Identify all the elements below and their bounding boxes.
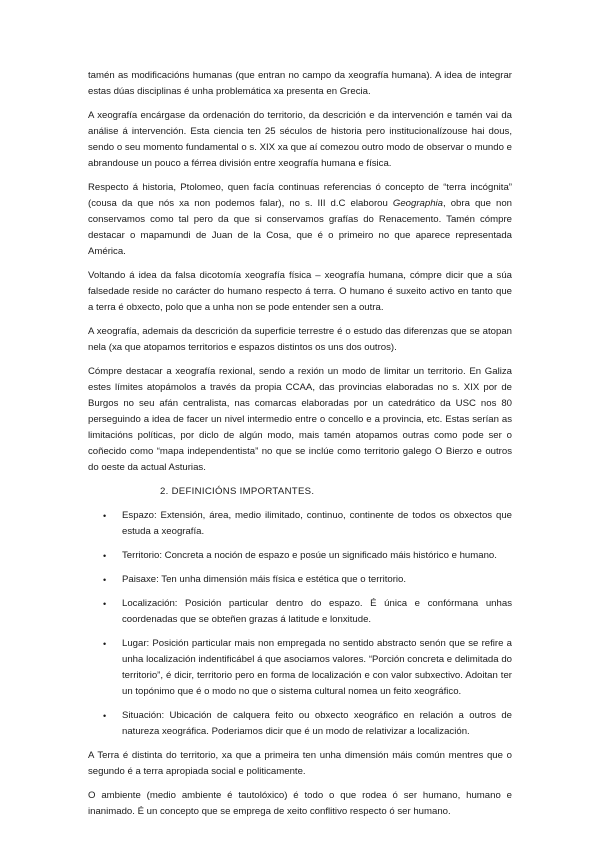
- paragraph-history: [88, 180, 512, 260]
- definition-text: Paisaxe: Ten unha dimensión máis física e estética que o territorio.: [122, 574, 407, 585]
- paragraph-history-part-b: , obra que non conservamos como tal pero da que si conservamos grafías do Renacemento. Tamén cómpre destacar o mapamundi de Juan de la Cosa, que é o primeiro no que aparece representada América.: [88, 198, 512, 257]
- paragraph-intro-continuation: tamén as modificacións humanas (que entran no campo da xeografía humana). A idea de integrar estas dúas disciplinas é unha problemática xa presenta en Grecia.: [88, 70, 512, 97]
- definition-text: Situación: Ubicación de calquera feito ou obxecto xeográfico en relación a outros de natureza xeográfica. Poderiamos dicir que é un modo de relativizar a localización.: [122, 710, 512, 737]
- paragraph-dichotomy: Voltando á idea da falsa dicotomía xeografía física – xeografía humana, cómpre dicir que a súa falsedade reside no carácter do humano respecto á terra. O humano é suxeito activo en tanto que a terra é obxecto, polo que a unha non se pode entender sen a outra.: [88, 270, 512, 313]
- bullet-icon: •: [103, 511, 107, 521]
- paragraph-differences: A xeografía, ademais da descrición da superficie terrestre é o estudo das diferenzas que se atopan nela (xa que atopamos territorios e espazos distintos os uns dos outros).: [88, 326, 512, 353]
- bullet-icon: •: [103, 639, 107, 649]
- bullet-icon: •: [103, 551, 107, 561]
- paragraph-history-part-a: Respecto á historia, Ptolomeo, quen facía continuas referencias ó concepto de “terra incógnita” (cousa da que nós xa non podemos falar), no s. III d.C elaborou: [88, 182, 512, 209]
- paragraph-regional: Cómpre destacar a xeografía rexional, sendo a rexión un modo de limitar un territorio. En Galiza estes límites atopámolos a través da propia CCAA, das provincias elaboradas no s. XIX por de Burgos no seu afán centralista, nas comarcas elaboradas por un catedrático da USC nos 80 perseguindo a idea de facer un nivel intermedio entre o concello e a provincia, etc. Estas serían as limitacións políticas, por diclo de algún modo, mais tamén atopamos outras como pode ser o coñecido como “mapa independentista” no que se inclúe como territorio galego O Bierzo e outros do oeste da actual Asturias.: [88, 366, 512, 473]
- definitions-list: [88, 508, 512, 740]
- definition-item-paisaxe: [88, 572, 512, 588]
- definition-item-espazo: [88, 508, 512, 540]
- definition-item-territorio: [88, 548, 512, 564]
- paragraph-terra: A Terra é distinta do territorio, xa que a primeira ten unha dimensión máis común mentres que o segundo é a terra apropiada social e politicamente.: [88, 750, 512, 777]
- definition-text: Espazo: Extensión, área, medio ilimitado, continuo, continente de todos os obxectos que estuda a xeografía.: [122, 510, 512, 537]
- definition-text: Territorio: Concreta a noción de espazo e posúe un significado máis histórico e humano.: [122, 550, 497, 561]
- bullet-icon: •: [103, 575, 107, 585]
- paragraph-ambiente: O ambiente (medio ambiente é tautolóxico) é todo o que rodea ó ser humano, humano e inanimado. É un concepto que se emprega de xeito conflitivo respecto ó ser humano.: [88, 790, 512, 817]
- bullet-icon: •: [103, 599, 107, 609]
- bullet-icon: •: [103, 711, 107, 721]
- definition-text: Lugar: Posición particular mais non empregada no sentido abstracto senón que se refire a unha localización indentificábel á que asociamos valores. “Porción concreta e delimitada do territorio”, é dicir, territorio pero en forma de localización e con valor subxectivo. Adoitan ter un topónimo que é o modo no que o sistema cultural nomea un feito xeográfico.: [122, 638, 512, 697]
- definition-text: Localización: Posición particular dentro do espazo. É única e confórmana unhas coordenadas que se obteñen grazas á latitude e lonxitude.: [122, 598, 512, 625]
- section-heading: 2. DEFINICIÓNS IMPORTANTES.: [160, 486, 315, 497]
- definition-item-localizacion: [88, 596, 512, 628]
- paragraph-geography-definition: A xeografía encárgase da ordenación do territorio, da descrición e da intervención e tamén vai da análise á intervención. Esta ciencia ten 25 séculos de historia pero institucionalízouse hai dous, sendo o seu momento fundamental o s. XIX xa que aí comezou outro modo de observar o mundo e abrandouse un pouco a férrea división entre xeografía humana e física.: [88, 110, 512, 169]
- geographia-title: Geographia: [392, 198, 444, 209]
- definition-item-situacion: [88, 708, 512, 740]
- definition-item-lugar: [88, 636, 512, 700]
